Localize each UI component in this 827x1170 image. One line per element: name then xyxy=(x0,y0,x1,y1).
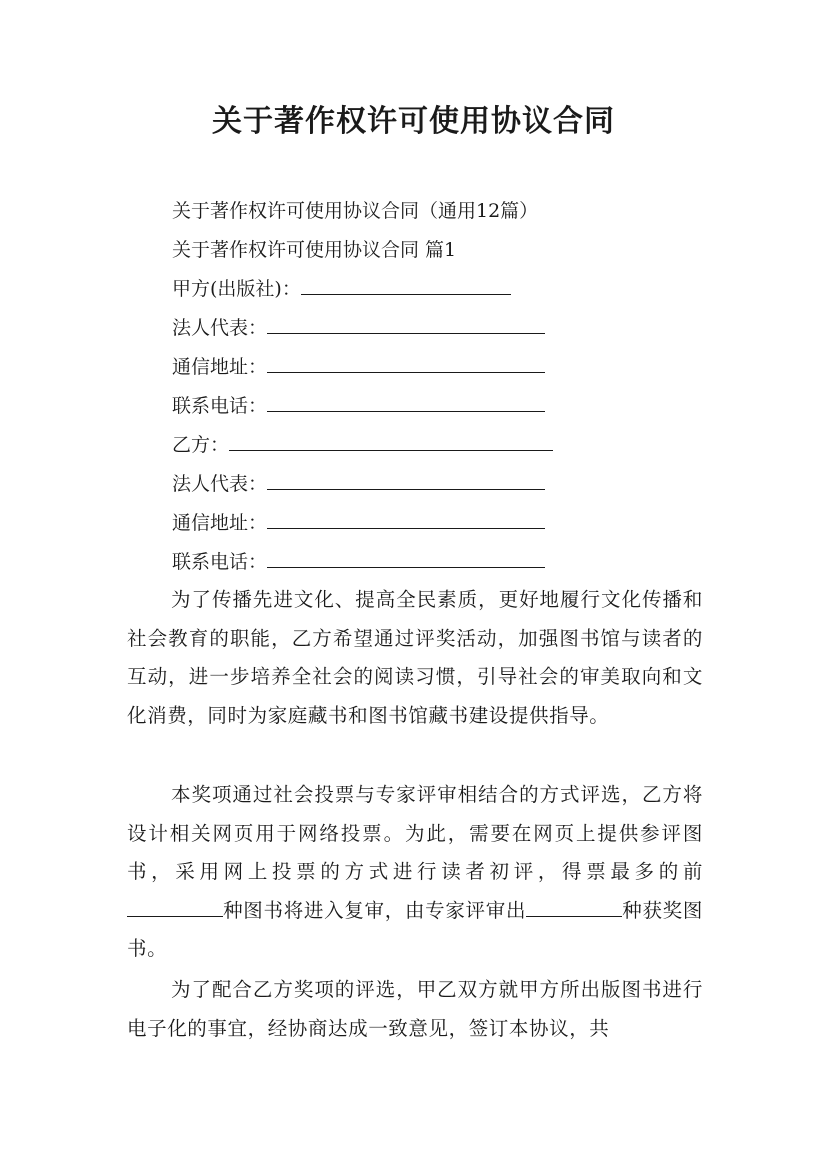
party-b-legal-rep-label: 法人代表： xyxy=(172,473,268,495)
party-a-legal-rep-row xyxy=(172,314,545,342)
document-subtitle: 关于著作权许可使用协议合同（通用12篇） xyxy=(172,200,539,222)
party-b-name-label: 乙方： xyxy=(172,434,230,456)
party-a-legal-rep-label: 法人代表： xyxy=(172,317,268,339)
document-title: 关于著作权许可使用协议合同 xyxy=(212,104,615,139)
party-a-address-row xyxy=(172,353,545,381)
party-b-address-row xyxy=(172,509,545,537)
paragraph-selection-method-part2: 种图书将进入复审，由专家评审出 xyxy=(223,898,527,922)
party-b-phone-label: 联系电话： xyxy=(172,551,268,573)
party-a-publisher-label: 甲方(出版社)： xyxy=(172,278,301,300)
party-a-phone-blank xyxy=(267,392,545,412)
party-a-publisher-blank xyxy=(301,275,511,295)
paragraph-selection-method-part3: 种获奖图书。 xyxy=(127,898,703,960)
party-a-legal-rep-blank xyxy=(267,314,545,334)
paragraph-purpose: 为了传播先进文化、提高全民素质，更好地履行文化传播和社会教育的职能，乙方希望通过评奖活动，加强图书馆与读者的互动，进一步培养全社会的阅读习惯，引导社会的审美取向和文化消费，同时为家庭藏书和图书馆藏书建设提供指导。 xyxy=(127,588,703,727)
paragraph-agreement-intro: 为了配合乙方奖项的评选，甲乙双方就甲方所出版图书进行电子化的事宜，经协商达成一致意见，签订本协议，共 xyxy=(127,978,703,1040)
party-b-name-blank xyxy=(229,431,553,451)
paragraph-selection-method-part1: 本奖项通过社会投票与专家评审相结合的方式评选，乙方将设计相关网页用于网络投票。为此，需要在网页上提供参评图书，采用网上投票的方式进行读者初评，得票最多的前 xyxy=(127,783,703,883)
party-b-legal-rep-blank xyxy=(267,470,545,490)
party-b-phone-blank xyxy=(267,548,545,568)
party-a-phone-row xyxy=(172,392,545,420)
party-a-address-blank xyxy=(267,353,545,373)
party-a-publisher-row xyxy=(172,275,511,303)
party-a-phone-label: 联系电话： xyxy=(172,395,268,417)
award-books-count-blank xyxy=(526,898,622,917)
party-b-name-row xyxy=(172,431,553,459)
party-b-address-label: 通信地址： xyxy=(172,512,268,534)
party-b-phone-row xyxy=(172,548,545,576)
party-a-address-label: 通信地址： xyxy=(172,356,268,378)
paragraph-selection-method xyxy=(127,776,703,969)
party-b-address-blank xyxy=(267,509,545,529)
top-books-count-blank xyxy=(127,898,223,917)
party-b-legal-rep-row xyxy=(172,470,545,498)
section-heading: 关于著作权许可使用协议合同 篇1 xyxy=(172,239,457,261)
